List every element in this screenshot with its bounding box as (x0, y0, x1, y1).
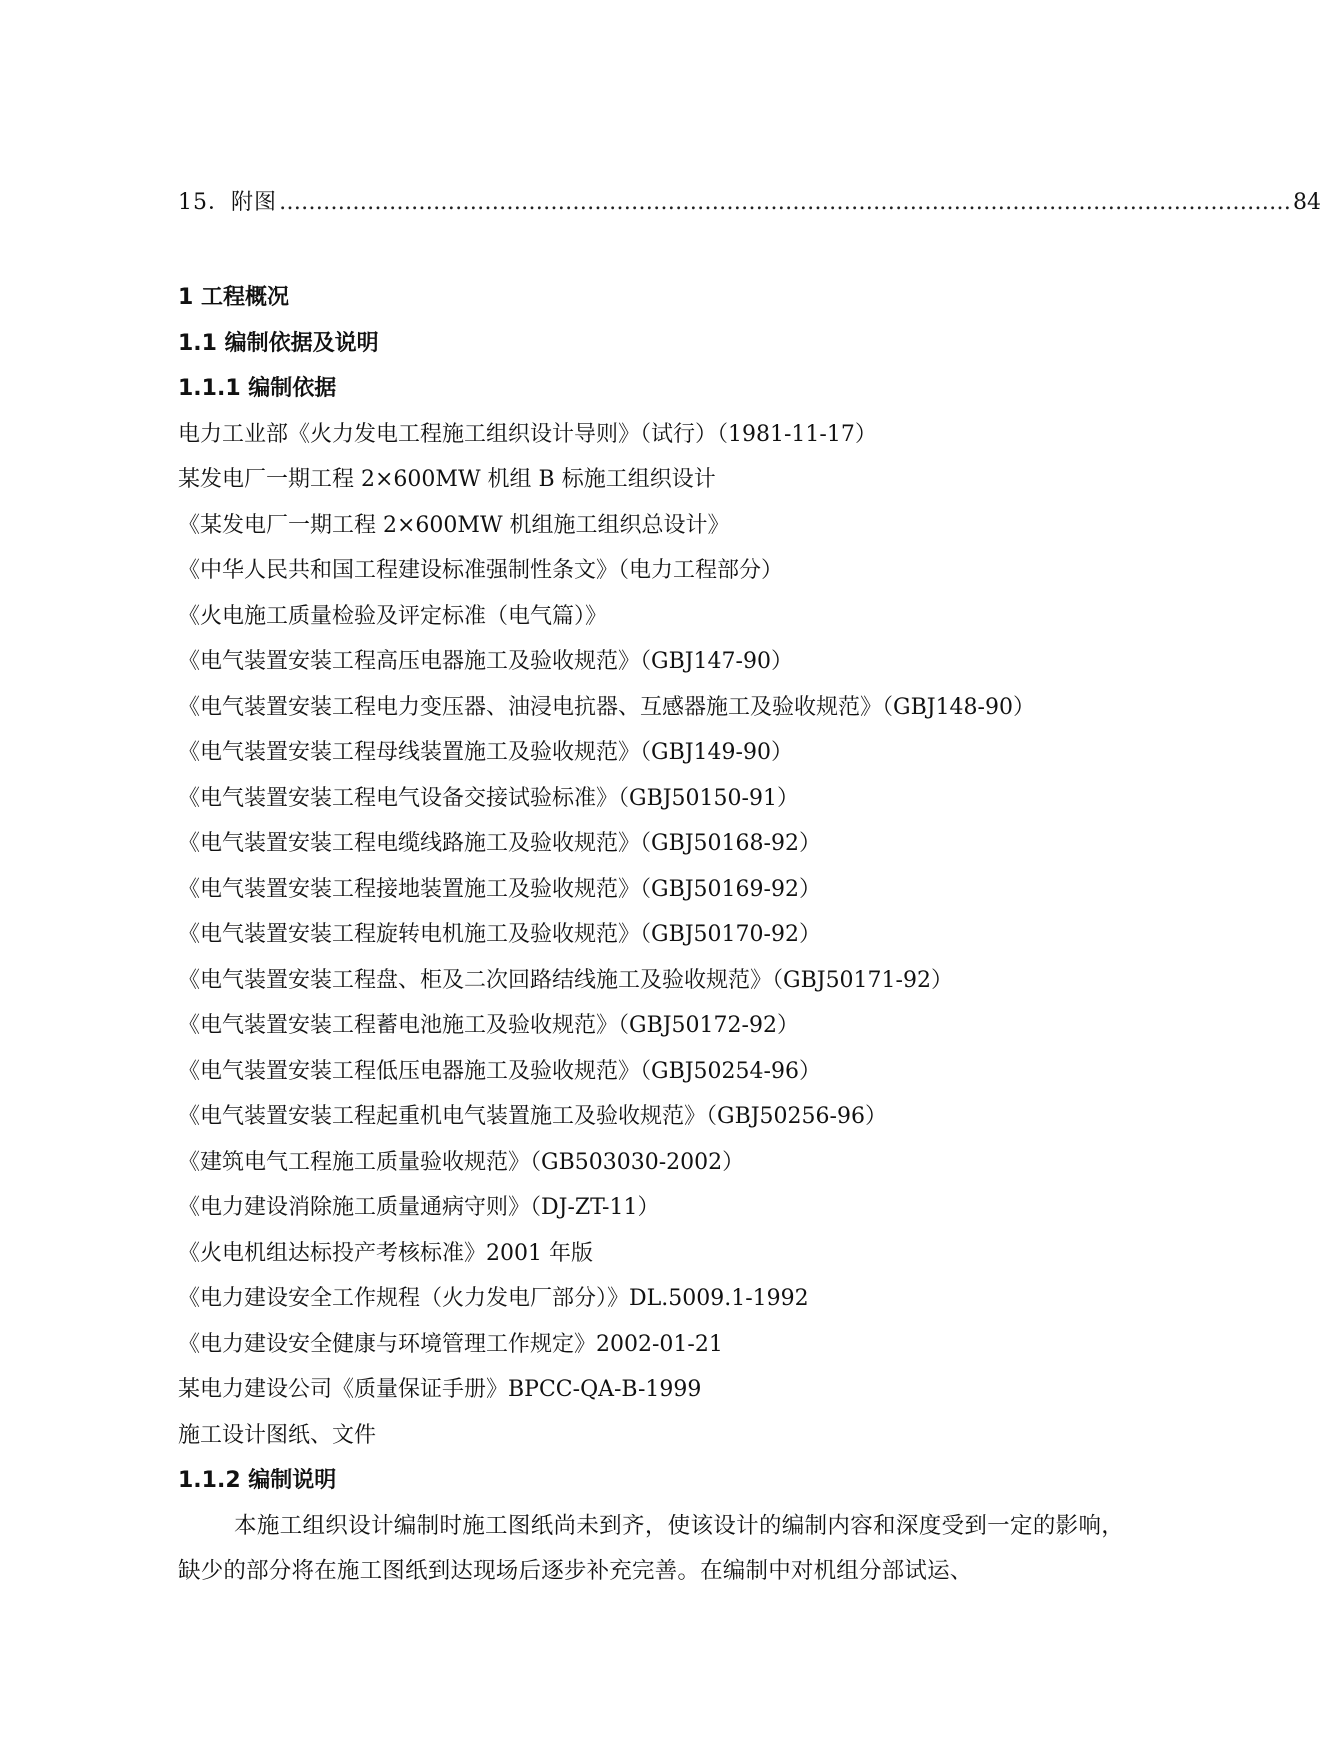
body-paragraph: 本施工组织设计编制时施工图纸尚未到齐，使该设计的编制内容和深度受到一定的影响，缺少的部分将在施工图纸到达现场后逐步补充完善。在编制中对机组分部试运、 (178, 1512, 1124, 1584)
reference-item: 某电力建设公司《质量保证手册》BPCC-QA-B-1999 (178, 1377, 702, 1402)
reference-item: 《电气装置安装工程接地装置施工及验收规范》（GBJ50169-92） (178, 876, 821, 902)
reference-item: 《电气装置安装工程母线装置施工及验收规范》（GBJ149-90） (178, 740, 793, 765)
toc-entry-label: 15．附图 (178, 190, 277, 215)
reference-item: 《建筑电气工程施工质量验收规范》（GB503030-2002） (178, 1149, 745, 1175)
reference-item: 某发电厂一期工程 2×600MW 机组 B 标施工组织设计 (178, 467, 716, 492)
reference-item: 《电气装置安装工程电缆线路施工及验收规范》（GBJ50168-92） (178, 831, 821, 856)
reference-item: 《火电施工质量检验及评定标准（电气篇）》 (178, 603, 608, 629)
section-heading-1-1-1: 1.1.1 编制依据 (178, 376, 337, 401)
reference-item: 《某发电厂一期工程 2×600MW 机组施工组织总设计》 (178, 512, 730, 538)
reference-item: 《电气装置安装工程高压电器施工及验收规范》（GBJ147-90） (178, 649, 793, 674)
reference-item: 《电力建设安全健康与环境管理工作规定》2002-01-21 (178, 1331, 723, 1357)
reference-item: 《电气装置安装工程盘、柜及二次回路结线施工及验收规范》（GBJ50171-92） (178, 967, 953, 993)
reference-item: 《电力建设消除施工质量通病守则》（DJ-ZT-11） (178, 1195, 660, 1220)
reference-item: 施工设计图纸、文件 (178, 1422, 377, 1448)
reference-item: 《火电机组达标投产考核标准》2001 年版 (178, 1240, 593, 1266)
section-heading-1-1-2: 1.1.2 编制说明 (178, 1468, 337, 1493)
reference-item: 《电气装置安装工程电力变压器、油浸电抗器、互感器施工及验收规范》（GBJ148-90） (178, 694, 1035, 720)
reference-item: 《电气装置安装工程蓄电池施工及验收规范》（GBJ50172-92） (178, 1013, 799, 1038)
toc-page-number: 84 (1293, 190, 1321, 215)
reference-item: 《电气装置安装工程电气设备交接试验标准》（GBJ50150-91） (178, 785, 799, 811)
reference-item: 《电气装置安装工程低压电器施工及验收规范》（GBJ50254-96） (178, 1058, 821, 1084)
reference-item: 《电气装置安装工程旋转电机施工及验收规范》（GBJ50170-92） (178, 922, 821, 947)
section-heading-1: 1 工程概况 (178, 285, 289, 310)
main-content (178, 275, 1124, 1595)
reference-item: 电力工业部《火力发电工程施工组织设计导则》（试行）（1981-11-17） (178, 421, 877, 447)
toc-entry (178, 186, 1321, 220)
reference-item: 《电气装置安装工程起重机电气装置施工及验收规范》（GBJ50256-96） (178, 1104, 887, 1129)
reference-item: 《中华人民共和国工程建设标准强制性条文》（电力工程部分） (178, 558, 784, 583)
toc-leader-dots: ………………………………………………………………………………………………………………………… (279, 190, 1291, 215)
section-heading-1-1: 1.1 编制依据及说明 (178, 330, 379, 356)
reference-item: 《电力建设安全工作规程（火力发电厂部分）》DL.5009.1-1992 (178, 1286, 809, 1311)
